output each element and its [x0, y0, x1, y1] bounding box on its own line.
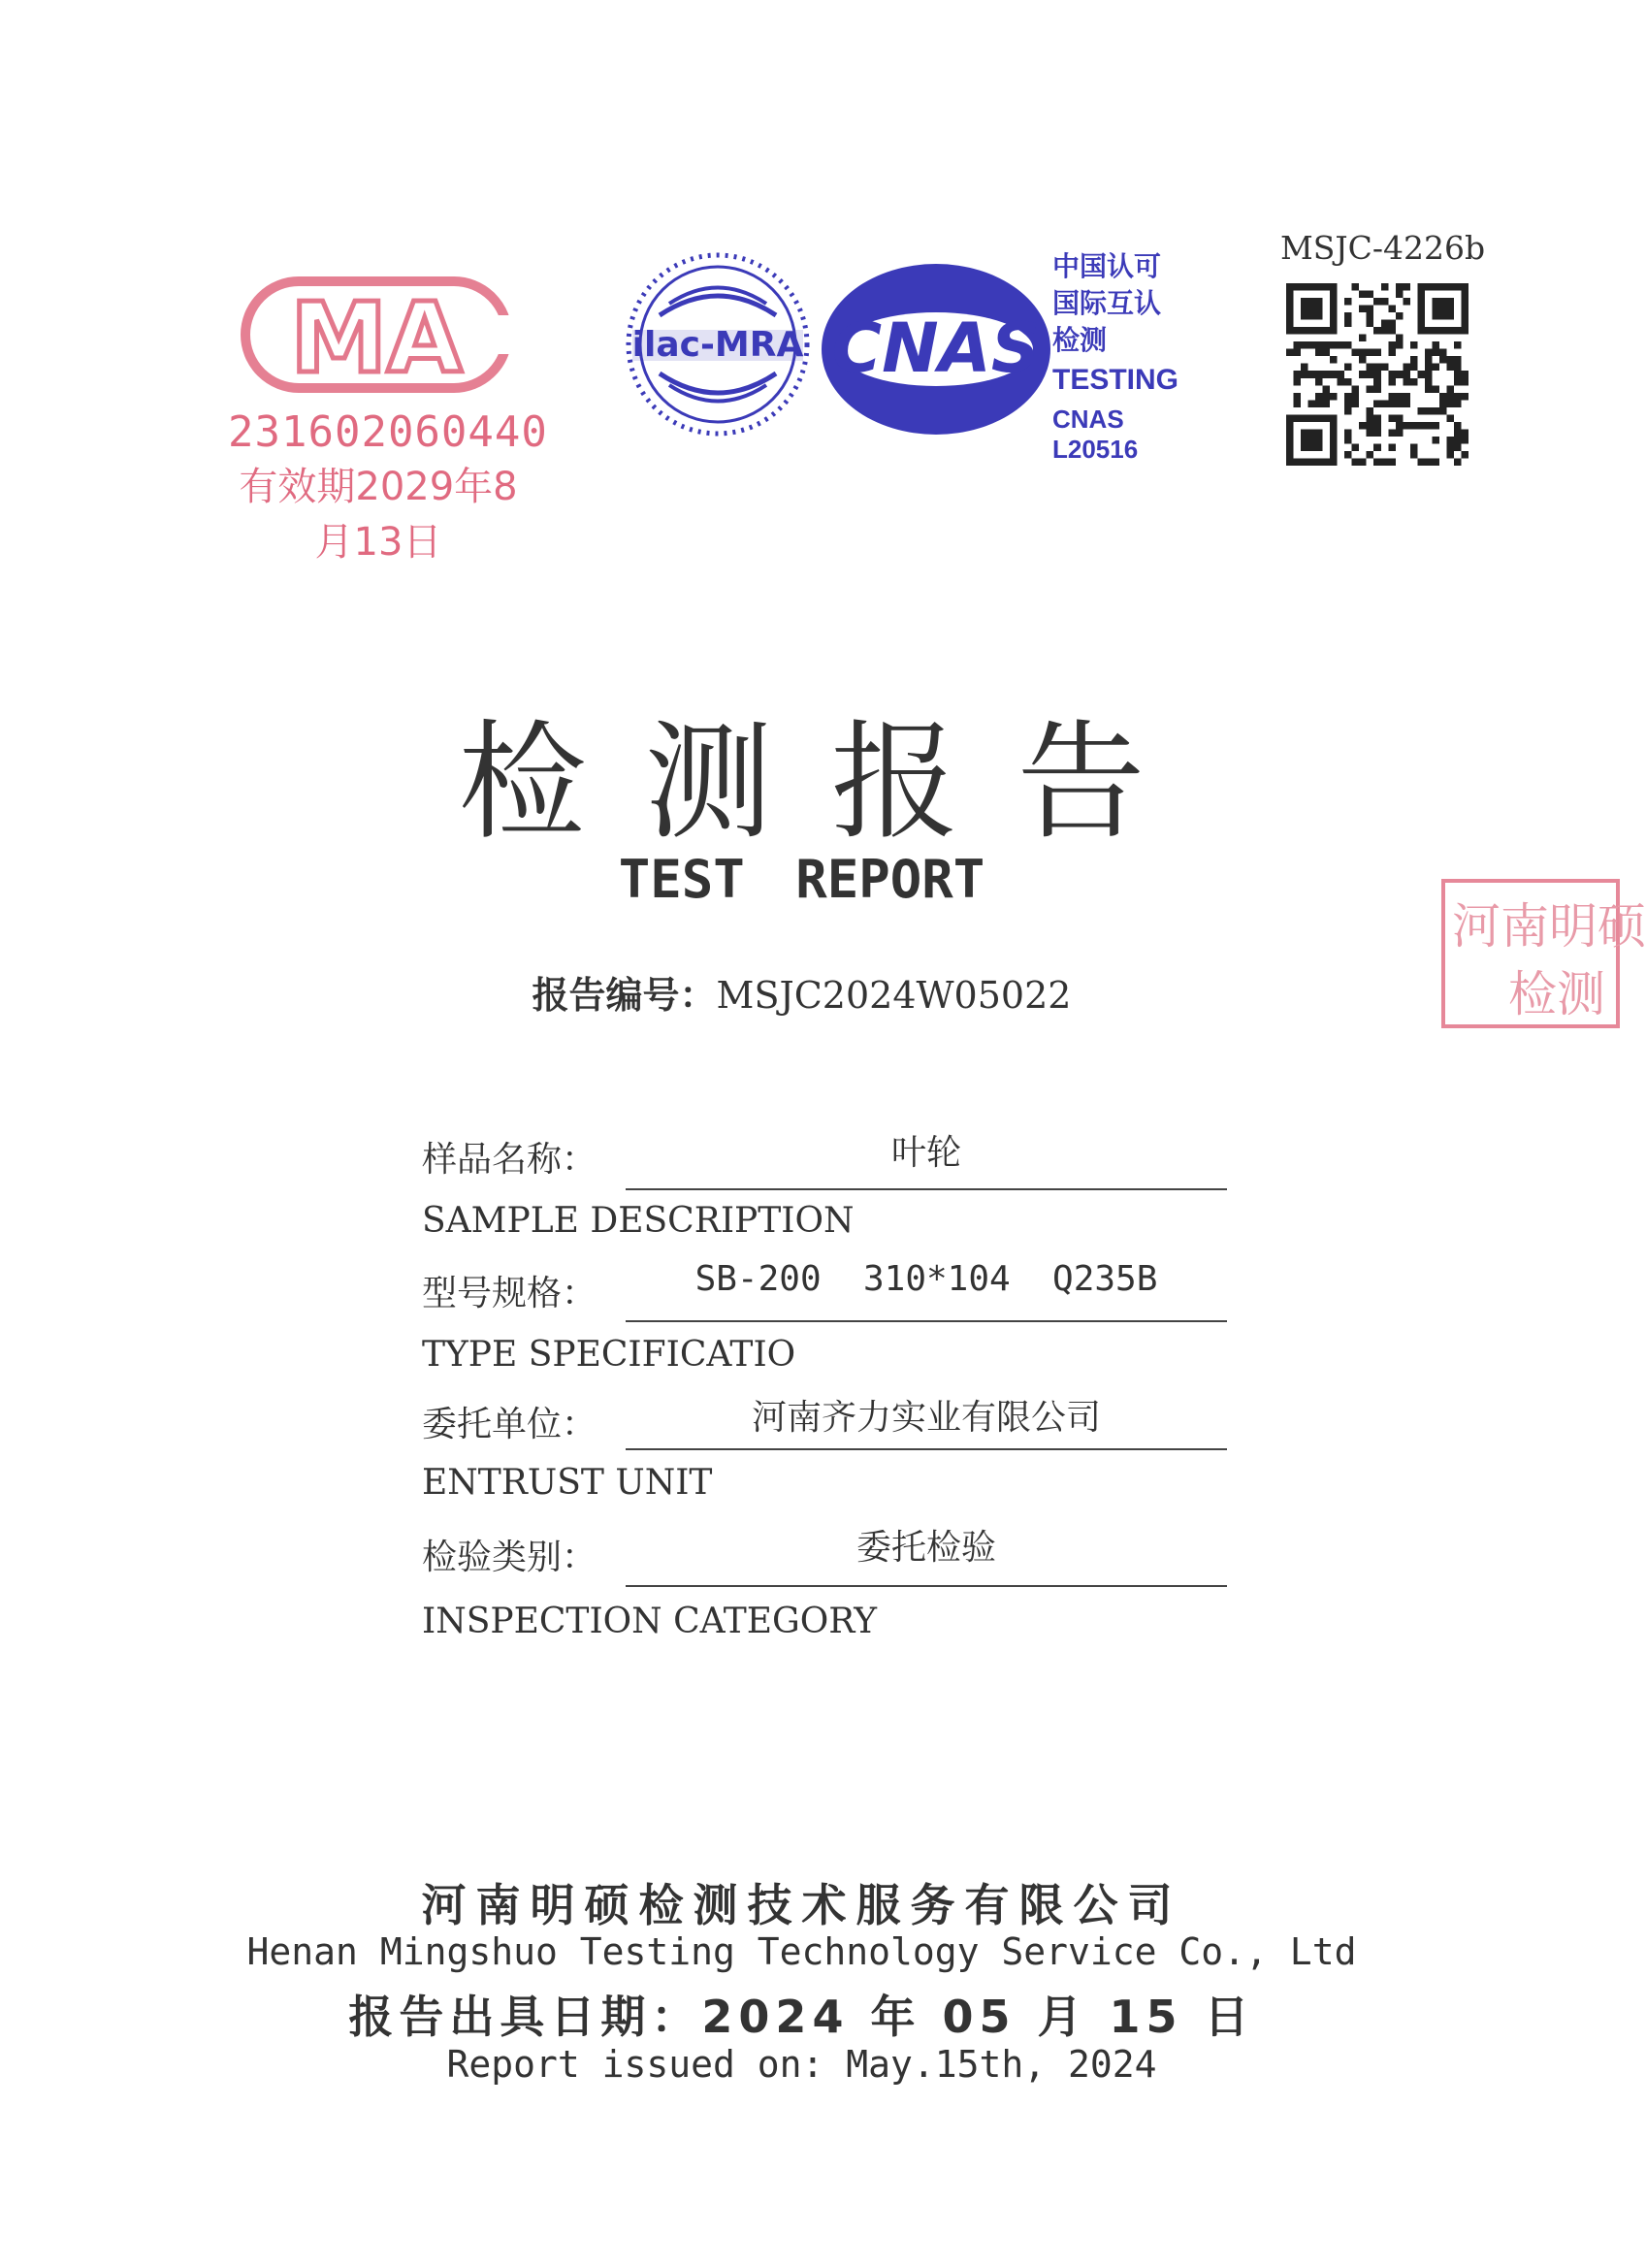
type-spec-label-en: TYPE SPECIFICATIO: [422, 1335, 796, 1375]
qr-code-icon[interactable]: [1286, 283, 1468, 466]
svg-text:MA: MA: [290, 281, 463, 395]
inspection-category-label: 检验类别：: [422, 1538, 597, 1577]
cnas-en-line2: CNAS L20516: [1052, 405, 1139, 464]
svg-text:ilac-MRA: ilac-MRA: [631, 325, 804, 365]
cnas-en-line1: TESTING: [1052, 364, 1179, 396]
company-name-en: Henan Mingshuo Testing Technology Service Co., Ltd: [246, 1930, 1357, 1973]
cnas-cn-line3: 检测: [1052, 324, 1108, 356]
stamp-line2: 检测: [1508, 966, 1605, 1022]
cma-seal: [228, 262, 548, 565]
inspection-category-label-en: INSPECTION CATEGORY: [422, 1602, 878, 1641]
sample-name-label: 样品名称：: [422, 1140, 597, 1180]
inspection-category-underline: [626, 1585, 1227, 1587]
entrust-unit-value: 河南齐力实业有限公司: [751, 1398, 1101, 1438]
sample-name-value: 叶轮: [890, 1133, 961, 1173]
cma-logo: [228, 262, 529, 407]
cnas-logo: [820, 257, 1052, 441]
cnas-cn-line2: 国际互认: [1052, 287, 1162, 319]
inspection-category-value: 委托检验: [855, 1528, 996, 1568]
stamp-line1: 河南明硕: [1452, 898, 1646, 955]
side-stamp: [1440, 878, 1646, 1033]
entrust-unit-label: 委托单位：: [422, 1405, 597, 1444]
type-spec-value: SB-200 310*104 Q235B: [694, 1259, 1158, 1299]
issue-date-en: Report issued on: May.15th, 2024: [446, 2043, 1157, 2086]
report-number-label: 报告编号：: [532, 974, 717, 1017]
document-code: MSJC-4226b: [1280, 229, 1486, 267]
type-spec-underline: [626, 1320, 1227, 1322]
report-title-cn: 检测报告: [458, 708, 1204, 858]
cma-number: 231602060440: [228, 407, 548, 457]
report-title-en: TEST REPORT: [618, 849, 985, 910]
svg-text:CNAS: CNAS: [831, 308, 1041, 388]
issue-date-cn: 报告出具日期：2024 年 05 月 15 日: [348, 1991, 1255, 2043]
company-name-cn: 河南明硕检测技术服务有限公司: [421, 1879, 1182, 1931]
type-spec-label: 型号规格：: [422, 1274, 597, 1313]
report-number-value: MSJC2024W05022: [716, 974, 1072, 1017]
cnas-cn-line1: 中国认可: [1052, 250, 1162, 282]
entrust-unit-underline: [626, 1448, 1227, 1450]
report-number: [0, 965, 1603, 1019]
sample-name-label-en: SAMPLE DESCRIPTION: [422, 1201, 855, 1241]
cma-valid-until: 有效期2029年8月13日: [239, 465, 518, 565]
accreditation-logos: [621, 247, 1203, 464]
ilac-mra-logo: [621, 247, 815, 441]
sample-name-underline: [626, 1188, 1227, 1190]
entrust-unit-label-en: ENTRUST UNIT: [422, 1463, 713, 1503]
